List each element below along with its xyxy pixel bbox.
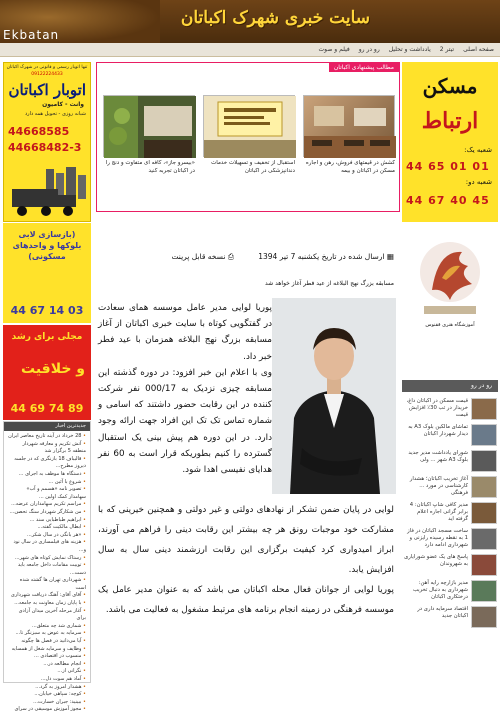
right-sidebar: [400, 60, 500, 627]
news-list-item[interactable]: • آتش تکریم و معارفه شهردار منطقه 5 برگزار شد: [8, 441, 86, 456]
face-to-face-item[interactable]: [402, 526, 498, 551]
site-logo[interactable]: Ekbatan: [3, 28, 60, 42]
real-estate-ad-line2: ارتباط: [421, 108, 479, 134]
face-to-face-item[interactable]: [402, 578, 498, 603]
news-list-item[interactable]: • مراسم تکریم سهامداران عرضه...: [8, 501, 86, 509]
face-to-face-item-text[interactable]: اقتصاد سرمایه داری در اکباتان جدید: [417, 606, 468, 619]
moving-company-ad[interactable]: [3, 62, 91, 222]
face-to-face-item-text[interactable]: مدیر بازارچه رایه آهن: شهرداری به دنبال تخریب درختکاری اکباتان: [412, 580, 468, 600]
news-thumbnail-image[interactable]: [471, 502, 497, 524]
news-list-item[interactable]: • شهرداری تهران ها گشته شده است: [8, 577, 86, 592]
news-list-item[interactable]: • مجوز آموزش موسیقی در سرای: [8, 706, 86, 714]
latest-news-header: جدیدترین اخبار: [4, 422, 90, 431]
ad-phone-1: 44668585: [8, 125, 70, 138]
news-thumbnail-image[interactable]: [471, 450, 497, 472]
suggested-posts-box: [96, 62, 400, 212]
news-list-item[interactable]: • ابراهیم طباطبایی سند ...: [8, 517, 86, 525]
suggested-caption-1[interactable]: کشش در قیمتهای فروش، رهن و اجاره مسکن در اکباتان و بیمه: [305, 160, 395, 174]
news-list-item[interactable]: • تصویر نامه «هسمم و آب» سهامدار کمک اولین ...: [8, 486, 86, 501]
news-list-item[interactable]: • با پایان زمان معاونت به جامعه...: [8, 600, 86, 608]
face-to-face-item[interactable]: [402, 500, 498, 525]
news-list-item[interactable]: • شماری شد چه متعلق...: [8, 623, 86, 631]
real-estate-ad-line1: مسکن: [422, 74, 478, 98]
news-thumbnail-image[interactable]: [471, 580, 497, 602]
print-link[interactable]: نسخه قابل پرینت: [171, 252, 226, 261]
branch-2-phone: 44 67 40 45: [406, 194, 490, 207]
face-to-face-item[interactable]: [402, 474, 498, 499]
latest-news-box: [3, 421, 91, 713]
nav-item-headline2[interactable]: تیتر 2: [439, 46, 455, 53]
news-thumbnail-image[interactable]: [471, 424, 497, 446]
face-to-face-item[interactable]: [402, 448, 498, 473]
ad-subtitle: وانت - کامیون: [42, 101, 84, 108]
face-to-face-item-text[interactable]: آغاز تخریب اکباتان؛ هشدار کارشناسی در مورد ... فرهنگی: [409, 476, 468, 496]
ad-company-name: اتوبار اکباتان: [8, 81, 86, 99]
ad-top-phone: 09122224433: [31, 72, 63, 77]
face-to-face-item-text[interactable]: پاسخ های یک عضو شورایاری به شهروندان: [404, 554, 468, 567]
suggested-caption-2[interactable]: استقبال از تخفیف و تسهیلات خدمات دندانپزشکی در اکباتان: [211, 160, 295, 174]
face-to-face-item-text[interactable]: قیمت مسکن در اکباتان داغ، خریدار در تب 30٪ افزایش قیمت: [406, 398, 468, 418]
news-list-item[interactable]: • 28 خرداد در آینه تاریخ معاصر ایران: [8, 433, 86, 441]
news-list-item[interactable]: • آقای آقای: آهنگ دریافت شهرداری: [8, 592, 86, 600]
news-list-item[interactable]: • ببینید: جبران خسارت...: [8, 699, 86, 707]
news-thumbnail-image[interactable]: [471, 554, 497, 576]
site-header: [0, 0, 500, 43]
renovation-ad-phone: 44 67 14 03: [10, 304, 84, 317]
news-list-item[interactable]: • منسوب در اقتصادی ...: [8, 653, 86, 661]
person-portrait-image: [272, 298, 396, 494]
site-title[interactable]: سایت خبری شهرک اکباتان: [180, 8, 370, 28]
branch-2-label: شعبه دو:: [465, 178, 492, 186]
latest-news-list: [4, 431, 90, 716]
face-to-face-item[interactable]: [402, 604, 498, 629]
article-paragraph-4: پوریا لوایی از جوانان فعال محله اکباتان می باشد که به عنوان مدیر عامل یک موسسه فرهنگی در زمینه انجام برنامه های مرتبط مشغول به فعالیت می باشد.: [98, 585, 394, 615]
renovation-ad-text: (بازسازی لابی بلوکها و واحدهای مسکونی): [12, 230, 82, 261]
face-to-face-item[interactable]: [402, 396, 498, 421]
article-body: [98, 300, 272, 478]
cafe-image: [104, 96, 196, 158]
news-list-item[interactable]: • رستاک نمایش کوتاه های شهر...: [8, 555, 86, 563]
news-list-item[interactable]: • قالیباف 18 بازنگری که در جلسه دیروز مطرح...: [8, 456, 86, 471]
suggested-caption-3[interactable]: «بیسرو جاز»، کافه ای متفاوت و دنج را در اکباتان تجربه کنید: [105, 160, 195, 174]
growth-ad[interactable]: [3, 325, 91, 420]
art-school-caption: آموزشگاه هنری ققنوس: [425, 322, 475, 328]
suggested-thumb-1[interactable]: [303, 95, 395, 157]
growth-ad-text: مجلی برای رشد: [11, 332, 83, 342]
real-estate-ad[interactable]: [402, 62, 498, 222]
news-thumbnail-image[interactable]: [471, 528, 497, 550]
post-subtitle: مسابقه بزرگ نهج البلاغه از عید فطر آغاز خواهد شد: [265, 280, 394, 287]
news-list-item[interactable]: • توییت مقامات داخل جامعه باید دست...: [8, 562, 86, 577]
nav-item-analysis[interactable]: یادداشت و تحلیل: [388, 46, 431, 53]
face-to-face-item-text[interactable]: مدیر کافی شاپ اکباتان: 4 برابر گرانی اجاره اعلام گرفته اید: [409, 502, 468, 522]
news-list-item[interactable]: • من شکارگر شهردار سنگ تحصن...: [8, 509, 86, 517]
news-list-item[interactable]: • هشدار امروز به گرد...: [8, 684, 86, 692]
news-list-item[interactable]: • آغاز مرحله آخرین میدان آزادی برای: [8, 608, 86, 623]
main-content: [96, 60, 400, 627]
print-icon[interactable]: ⎙: [225, 252, 234, 261]
face-to-face-item[interactable]: [402, 422, 498, 447]
growth-ad-phone: 44 69 74 89: [10, 402, 84, 415]
news-list-item[interactable]: • وظایف و سرمایه شغل از همسایه: [8, 646, 86, 654]
suggested-thumb-2[interactable]: [203, 95, 295, 157]
renovation-ad[interactable]: [3, 223, 91, 323]
news-list-item[interactable]: • هزینه های فیلمسازی در سال نود و...: [8, 539, 86, 554]
news-list-item[interactable]: • آماد هم سوت دل...: [8, 676, 86, 684]
nav-item-home[interactable]: صفحه اصلی: [463, 46, 494, 53]
growth-ad-text-2: و خلاقیت: [21, 361, 85, 377]
nav-item-face-to-face[interactable]: رو در رو: [358, 46, 380, 53]
news-list-item[interactable]: • نگرانی از...: [8, 668, 86, 676]
news-list-item[interactable]: • آیا می‌دانید در فصل ها چگونه: [8, 638, 86, 646]
news-list-item[interactable]: • ابطال مالکیت گفته...: [8, 524, 86, 532]
face-to-face-item-text[interactable]: شورای یادداشت مدیر جدید بلوک A3 شهر ... ولی: [408, 450, 468, 463]
calendar-icon: ▦: [384, 252, 394, 261]
news-list-item[interactable]: • «هر بانگی در سال شکر...: [8, 532, 86, 540]
news-thumbnail-image[interactable]: [471, 398, 497, 420]
ad-phone-2: 44668482-3: [8, 141, 82, 154]
branch-1-label: شعبه یک:: [464, 146, 492, 154]
ad-top-note: تنها اتوبار رسمی و قانونی در شهرک اکباتان: [6, 65, 88, 70]
truck-icon: [8, 167, 88, 219]
dental-office-image: [204, 96, 296, 158]
branch-1-phone: 44 65 01 01: [406, 160, 490, 173]
suggested-posts-header: مطالب پیشنهادی اکباتان: [329, 63, 399, 72]
art-school-ad[interactable]: [402, 230, 498, 330]
news-thumbnail-image[interactable]: [471, 476, 497, 498]
main-nav: [0, 43, 500, 57]
article-body-continued: [98, 500, 394, 620]
suggested-thumb-3[interactable]: [103, 95, 195, 157]
post-meta: [104, 252, 394, 262]
post-date: ارسال شده در تاریخ یکشنبه 7 تیر 1394: [258, 252, 385, 261]
left-sidebar: [0, 60, 96, 713]
face-to-face-item-text[interactable]: ساخت مسجد اکباتان در فاز 1 به نقطه رسیده رایزنی و شهرداری ادامه دارد: [407, 528, 468, 548]
news-list-item[interactable]: • سرمایه به عوض به سبزنگر تا...: [8, 630, 86, 638]
phoenix-logo-icon: [402, 230, 498, 330]
news-list-item[interactable]: • دستگاه ها موظف به اجرای ...: [8, 471, 86, 479]
face-to-face-item-text[interactable]: تماشای مالکین بلوک A3 به دیدار شهردار اکباتان: [408, 424, 468, 437]
article-paragraph-3: لوایی در پایان ضمن تشکر از نهادهای دولتی و غیر دولتی و همچنین خیرینی که با مشارکت خود موجبات رونق هر چه بیشتر این رقابت دینی را فراهم می آورند، ابراز امیدواری کرد کیفیت برگزاری این رقابت ارزشمند دینی سال به سال افزایش یابد.: [98, 505, 394, 575]
news-list-item[interactable]: • شروع با آئین ...: [8, 479, 86, 487]
ad-hours: شبانه روزی - تحویل همه دارد: [24, 111, 86, 117]
article-paragraph-2: وی با اعلام این خبر افزود: در دوره گذشته این مسابقه چیزی نزدیک به 000/17 نفر شرکت کننده در این رقابت حضور داشتند که اسامی و شماره تماس تک تک این افراد جهت ارائه وجود دارد. در این دوره هم پیش بینی یک استقبال گسترده را کنیم بطوریکه قرار است به 60 نفر هدایای نفیسی اهدا شود.: [98, 367, 272, 476]
news-list-item[interactable]: • انجام مطالعه در...: [8, 661, 86, 669]
face-to-face-header: رو در رو: [402, 380, 498, 392]
restaurant-image: [304, 96, 396, 158]
nav-item-media[interactable]: فیلم و صوت: [318, 46, 350, 53]
news-list-item[interactable]: • کوچه: سپاهی خیابان...: [8, 691, 86, 699]
news-thumbnail-image[interactable]: [471, 606, 497, 628]
face-to-face-item[interactable]: [402, 552, 498, 577]
article-photo: [272, 298, 396, 494]
article-paragraph-1: پوریا لوایی مدیر عامل موسسه همای سعادت در گفتگویی کوتاه با سایت خبری اکباتان از آغاز مسابقه بزرگ نهج البلاغه همزمان با عید فطر خبر داد.: [98, 303, 272, 362]
